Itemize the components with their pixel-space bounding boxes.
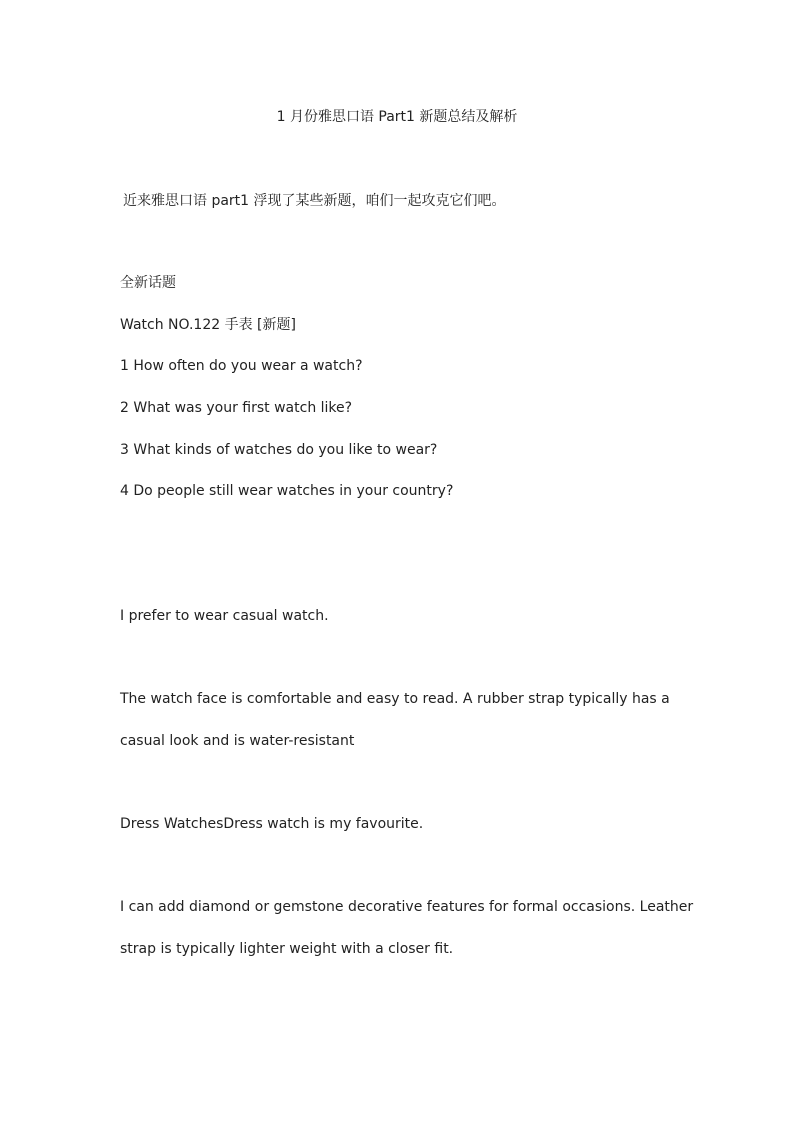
answer-casual-watch: I prefer to wear casual watch.: [120, 608, 329, 624]
answer-watch-face-line-2: casual look and is water-resistant: [120, 733, 355, 749]
question-3: 3 What kinds of watches do you like to wear?: [120, 442, 438, 458]
question-2: 2 What was your first watch like?: [120, 400, 353, 416]
intro-paragraph: 近来雅思口语 part1 浮现了某些新题，咱们一起攻克它们吧。: [123, 193, 506, 209]
answer-dress-watch: Dress WatchesDress watch is my favourite.: [120, 816, 424, 832]
question-1: 1 How often do you wear a watch?: [120, 358, 363, 374]
answer-diamond-line-2: strap is typically lighter weight with a closer fit.: [120, 941, 454, 957]
answer-diamond-line-1: I can add diamond or gemstone decorative features for formal occasions. Leather: [120, 899, 694, 915]
document-title: 1 月份雅思口语 Part1 新题总结及解析: [276, 109, 518, 125]
question-4: 4 Do people still wear watches in your country?: [120, 483, 454, 499]
topic-heading: Watch NO.122 手表 [新题]: [120, 317, 296, 333]
section-label: 全新话题: [120, 275, 176, 291]
answer-watch-face-line-1: The watch face is comfortable and easy to read. A rubber strap typically has a: [120, 691, 670, 707]
